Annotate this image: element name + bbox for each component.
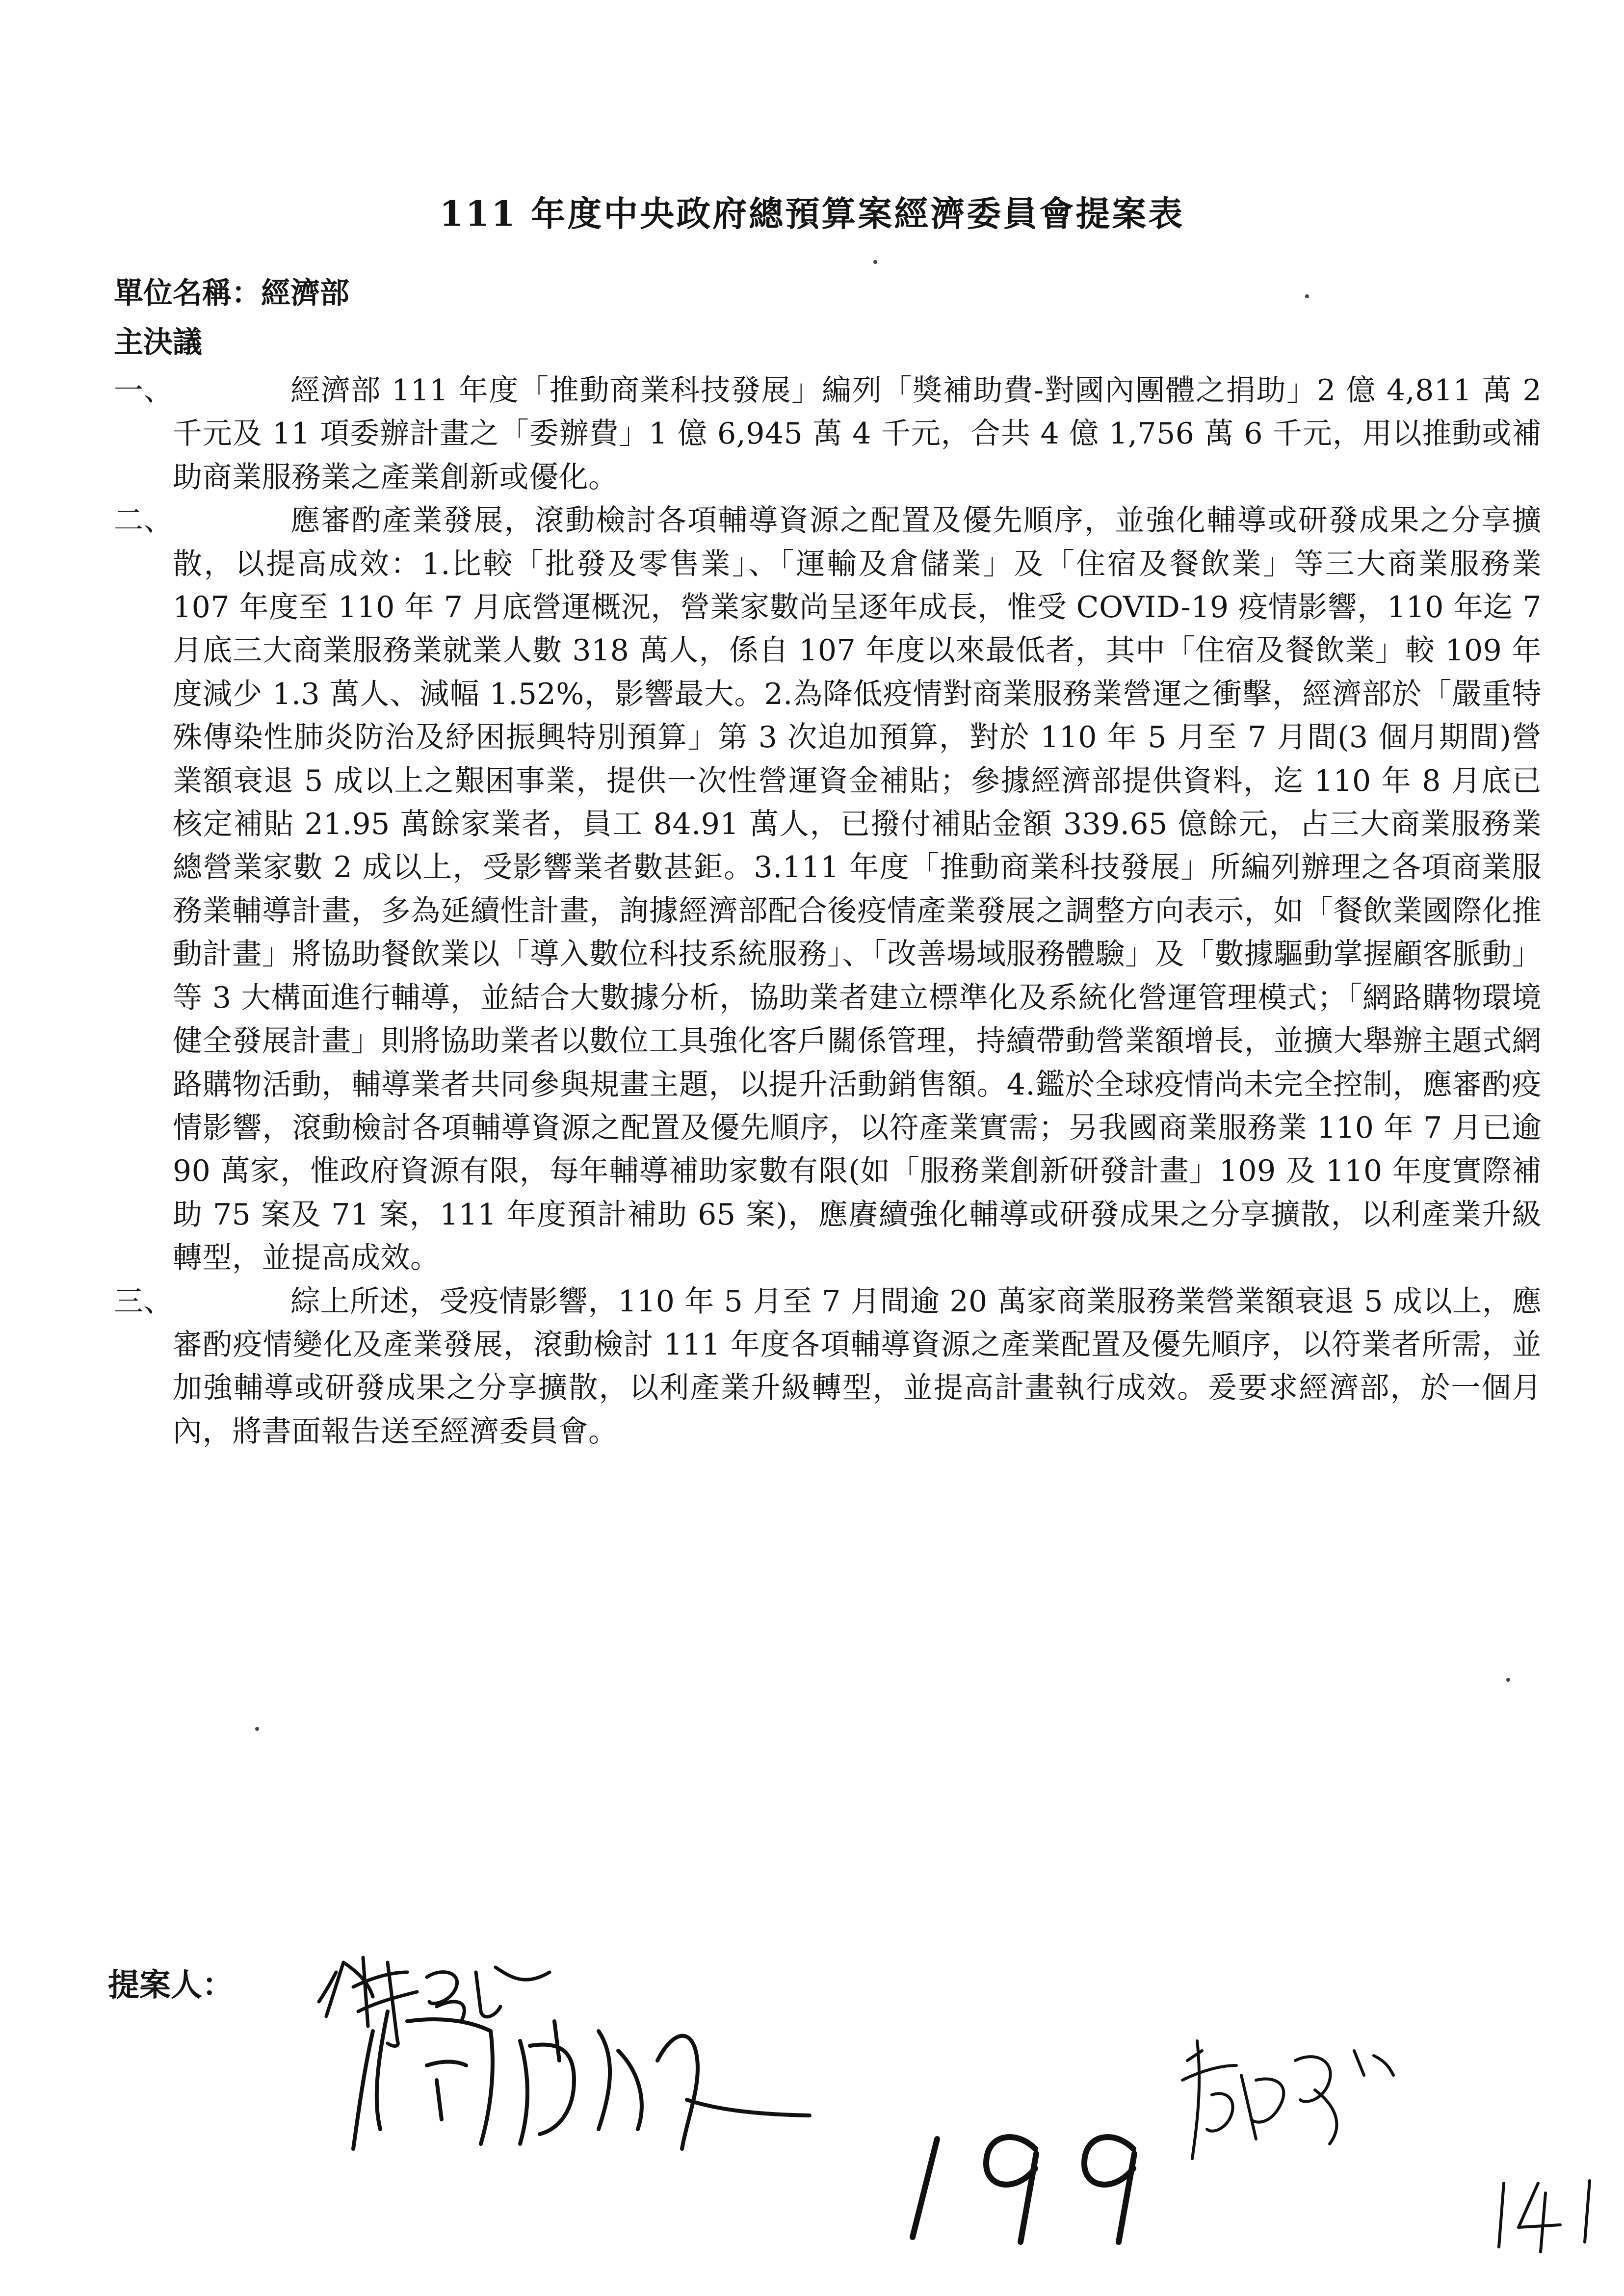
scan-speck <box>1305 294 1309 298</box>
handwritten-corner-number <box>1492 2173 1604 2257</box>
document-title: 111 年度中央政府總預算案經濟委員會提案表 <box>439 193 1185 234</box>
resolution-items <box>114 369 1542 1453</box>
scan-speck <box>873 260 877 264</box>
handwritten-page-number <box>903 2110 1178 2257</box>
resolution-heading: 主決議 <box>114 325 202 360</box>
resolution-item <box>114 369 1542 499</box>
scan-speck <box>255 1727 259 1731</box>
item-text: 經濟部 111 年度「推動商業科技發展」編列「獎補助費-對國內團體之捐助」2 億 4,811 萬 2 千元及 11 項委辦計畫之「委辦費」1 億 6,945 萬 4 千元，合共 4 億 1,756 萬 6 千元，用以推動或補助商業服務業之產業創新或優化。 <box>173 373 1542 495</box>
signature-3 <box>1168 2031 1403 2168</box>
item-text: 綜上所述，受疫情影響，110 年 5 月至 7 月間逾 20 萬家商業服務業營業額衰退 5 成以上，應審酌疫情變化及產業發展，滾動檢討 111 年度各項輔導資源之產業配置及優先順序，以符業者所需，並加強輔導或研發成果之分享擴散，以利產業升級轉型，並提高計畫執行成效。爰要求經濟部，於一個月內，將書面報告送至經濟委員會。 <box>173 1284 1542 1449</box>
item-text: 應審酌產業發展，滾動檢討各項輔導資源之配置及優先順序，並強化輔導或研發成果之分享擴散，以提高成效：1.比較「批發及零售業」、「運輸及倉儲業」及「住宿及餐飲業」等三大商業服務業 107 年度至 110 年 7 月底營運概況，營業家數尚呈逐年成長，惟受 COVID-19 疫情影響，110 年迄 7 月底三大商業服務業就業人數 318 萬人，係自 107 年度以來最低者，其中「住宿及餐飲業」較 109 年度減少 1.3 萬人、減幅 1.52%，影響最大。2.為降低疫情對商業服務業營運之衝擊，經濟部於「嚴重特殊傳染性肺炎防治及紓困振興特別預算」第 3 次追加預算，對於 110 年 5 月至 7 月間(3 個月期間)營業額衰退 5 成以上之艱困事業，提供一次性營運資金補貼；參據經濟部提供資料，迄 110 年 8 月底已核定補貼 21.95 萬餘家業者，員工 84.91 萬人，已撥付補貼金額 339.65 億餘元，占三大商業服務業總營業家數 2 成以上，受影響業者數甚鉅。3.111 年度「推動商業科技發展」所編列辦理之各項商業服務業輔導計畫，多為延續性計畫，詢據經濟部配合後疫情產業發展之調整方向表示，如「餐飲業國際化推動計畫」將協助餐飲業以「導入數位科技系統服務」、「改善場域服務體驗」及「數據驅動掌握顧客脈動」等 3 大構面進行輔導，並結合大數據分析，協助業者建立標準化及系統化營運管理模式；「網路購物環境健全發展計畫」則將協助業者以數位工具強化客戶關係管理，持續帶動營業額增長，並擴大舉辦主題式網路購物活動，輔導業者共同參與規畫主題，以提升活動銷售額。4.鑑於全球疫情尚未完全控制，應審酌疫情影響，滾動檢討各項輔導資源之配置及優先順序，以符產業實需；另我國商業服務業 110 年 7 月已逾 90 萬家，惟政府資源有限，每年輔導補助家數有限(如「服務業創新研發計畫」109 及 110 年度實際補助 75 案及 71 案，111 年度預計補助 65 案)，應賡續強化輔導或研發成果之分享擴散，以利產業升級轉型，並提高成效。 <box>173 503 1542 1276</box>
resolution-item <box>114 1280 1542 1454</box>
signature-2 <box>343 2002 824 2164</box>
item-number: 二、 <box>114 503 173 538</box>
item-number: 三、 <box>114 1284 173 1319</box>
scan-speck <box>1506 1678 1510 1682</box>
unit-name: 單位名稱：經濟部 <box>114 276 349 311</box>
item-number: 一、 <box>114 373 173 408</box>
proposer-label: 提案人： <box>108 1967 234 2004</box>
resolution-item <box>114 499 1542 1279</box>
